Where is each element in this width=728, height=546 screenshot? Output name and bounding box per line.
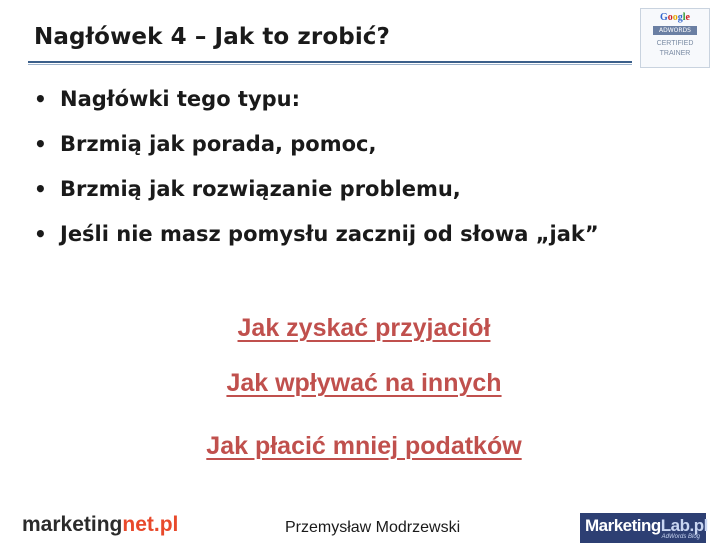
bullet-text: Jeśli nie masz pomysłu zacznij od słowa „jak” (60, 222, 599, 246)
example-headline-text: Jak płacić mniej podatków (206, 432, 522, 460)
marketinglab-logo: MarketingLab.pl AdWords Blog (580, 513, 706, 543)
badge-certified-label: CERTIFIED (656, 40, 694, 47)
example-headline (0, 432, 728, 461)
bullet-item (34, 82, 599, 127)
example-headline (0, 369, 728, 398)
example-headline (0, 314, 728, 343)
bullet-list (34, 82, 599, 262)
bullet-icon: • (34, 87, 47, 111)
bullet-icon: • (34, 177, 47, 201)
title-underline (28, 61, 632, 63)
bullet-item (34, 172, 599, 217)
author-name: Przemysław Modrzewski (285, 519, 461, 536)
badge-product-label: ADWORDS (653, 26, 697, 35)
example-headline-text: Jak wpływać na innych (226, 369, 502, 397)
marketinglab-tagline: AdWords Blog (661, 534, 700, 540)
slide-title: Nagłówek 4 – Jak to zrobić? (34, 24, 390, 50)
bullet-item (34, 127, 599, 172)
marketingnet-logo: marketingnet.pl (22, 513, 179, 536)
bullet-text: Brzmią jak rozwiązanie problemu, (60, 177, 461, 201)
bullet-icon: • (34, 222, 47, 246)
bullet-text: Nagłówki tego typu: (60, 87, 301, 111)
bullet-item (34, 217, 599, 262)
title-underline-secondary (28, 64, 632, 65)
bullet-text: Brzmią jak porada, pomoc, (60, 132, 377, 156)
bullet-icon: • (34, 132, 47, 156)
example-headline-text: Jak zyskać przyjaciół (237, 314, 491, 342)
google-logo: Google (659, 12, 690, 23)
badge-trainer-label: TRAINER (659, 50, 691, 57)
google-adwords-certified-trainer-badge (640, 8, 710, 68)
